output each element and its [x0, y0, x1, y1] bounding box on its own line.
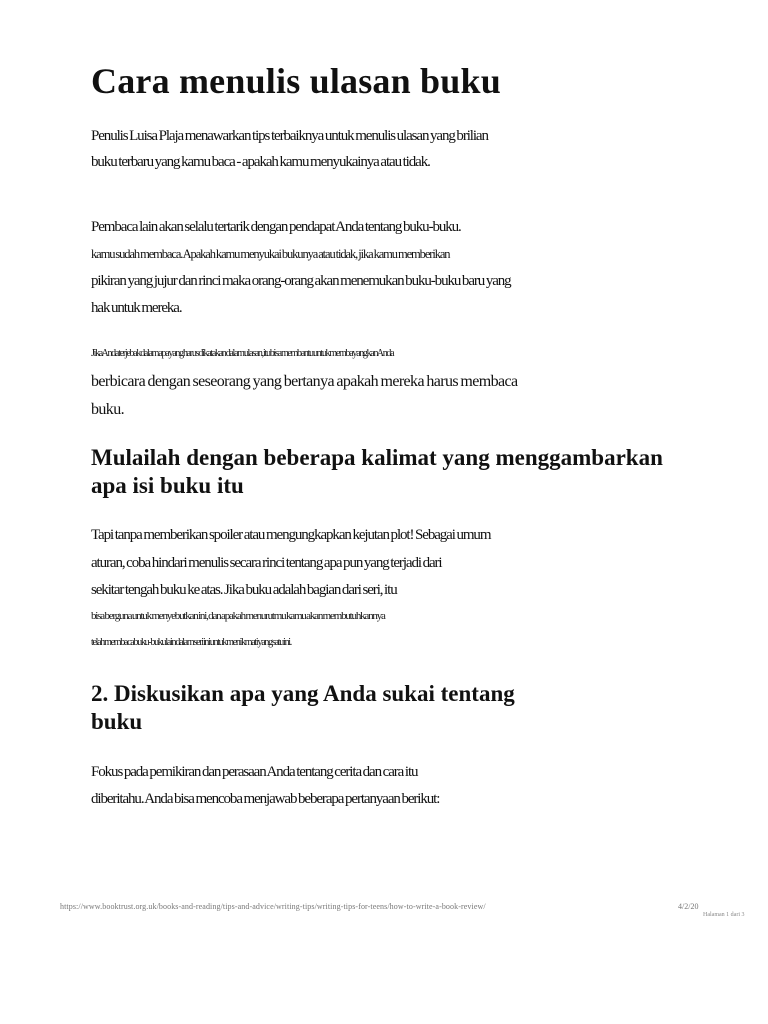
paragraph1-line-4: hak untuk mereka.: [91, 300, 182, 316]
footer-page-number: Halaman 1 dari 3: [703, 912, 745, 918]
section1-line-1: Tapi tanpa memberikan spoiler atau mengungkapkan kejutan plot! Sebagai umum: [91, 527, 491, 543]
section2-heading-line-1: 2. Diskusikan apa yang Anda sukai tentang: [91, 681, 515, 706]
section2-heading: [91, 680, 515, 736]
intro-line-2: buku terbaru yang kamu baca - apakah kamu menyukainya atau tidak.: [91, 154, 430, 170]
section1-line-3: sekitar tengah buku ke atas. Jika buku adalah bagian dari seri, itu: [91, 582, 397, 598]
section1-line-2: aturan, coba hindari menulis secara rinci tentang apa pun yang terjadi dari: [91, 555, 442, 571]
intro-line-1: Penulis Luisa Plaja menawarkan tips terbaiknya untuk menulis ulasan yang brilian: [91, 128, 488, 144]
section1-heading-line-1: Mulailah dengan beberapa kalimat yang menggambarkan: [91, 445, 663, 470]
section2-line-2: diberitahu. Anda bisa mencoba menjawab beberapa pertanyaan berikut:: [91, 791, 440, 807]
paragraph2-line-1: Jika Anda terjebak dalam apa yang harus dikatakan dalam ulasan, itu bisa membantu untuk membayangkan Anda: [91, 348, 394, 359]
section1-heading: [91, 444, 663, 500]
footer-url: https://www.booktrust.org.uk/books-and-reading/tips-and-advice/writing-tips/writing-tips-for-teens/how-to-write-a-book-review/: [60, 902, 486, 911]
section1-heading-line-2: apa isi buku itu: [91, 473, 244, 498]
paragraph2-line-3: buku.: [91, 401, 125, 418]
page-title: Cara menulis ulasan buku: [91, 61, 501, 101]
section1-line-5: telah membaca buku-buku lain dalam seri ini untuk menikmati yang satu ini.: [91, 637, 291, 648]
footer-date: 4/2/20: [678, 902, 699, 911]
section2-heading-line-2: buku: [91, 709, 143, 734]
paragraph2-line-2: berbicara dengan seseorang yang bertanya apakah mereka harus membaca: [91, 373, 518, 390]
paragraph1-line-2: kamu sudah membaca. Apakah kamu menyukai bukunya atau tidak, jika kamu memberikan: [91, 247, 450, 261]
section1-line-4: bisa berguna untuk menyebutkan ini, dan apakah menurutmu kamu akan membutuhkannya: [91, 610, 385, 622]
paragraph1-line-1: Pembaca lain akan selalu tertarik dengan pendapat Anda tentang buku-buku.: [91, 219, 461, 235]
paragraph1-line-3: pikiran yang jujur dan rinci maka orang-orang akan menemukan buku-buku baru yang: [91, 273, 511, 289]
section2-line-1: Fokus pada pemikiran dan perasaan Anda tentang cerita dan cara itu: [91, 764, 418, 780]
